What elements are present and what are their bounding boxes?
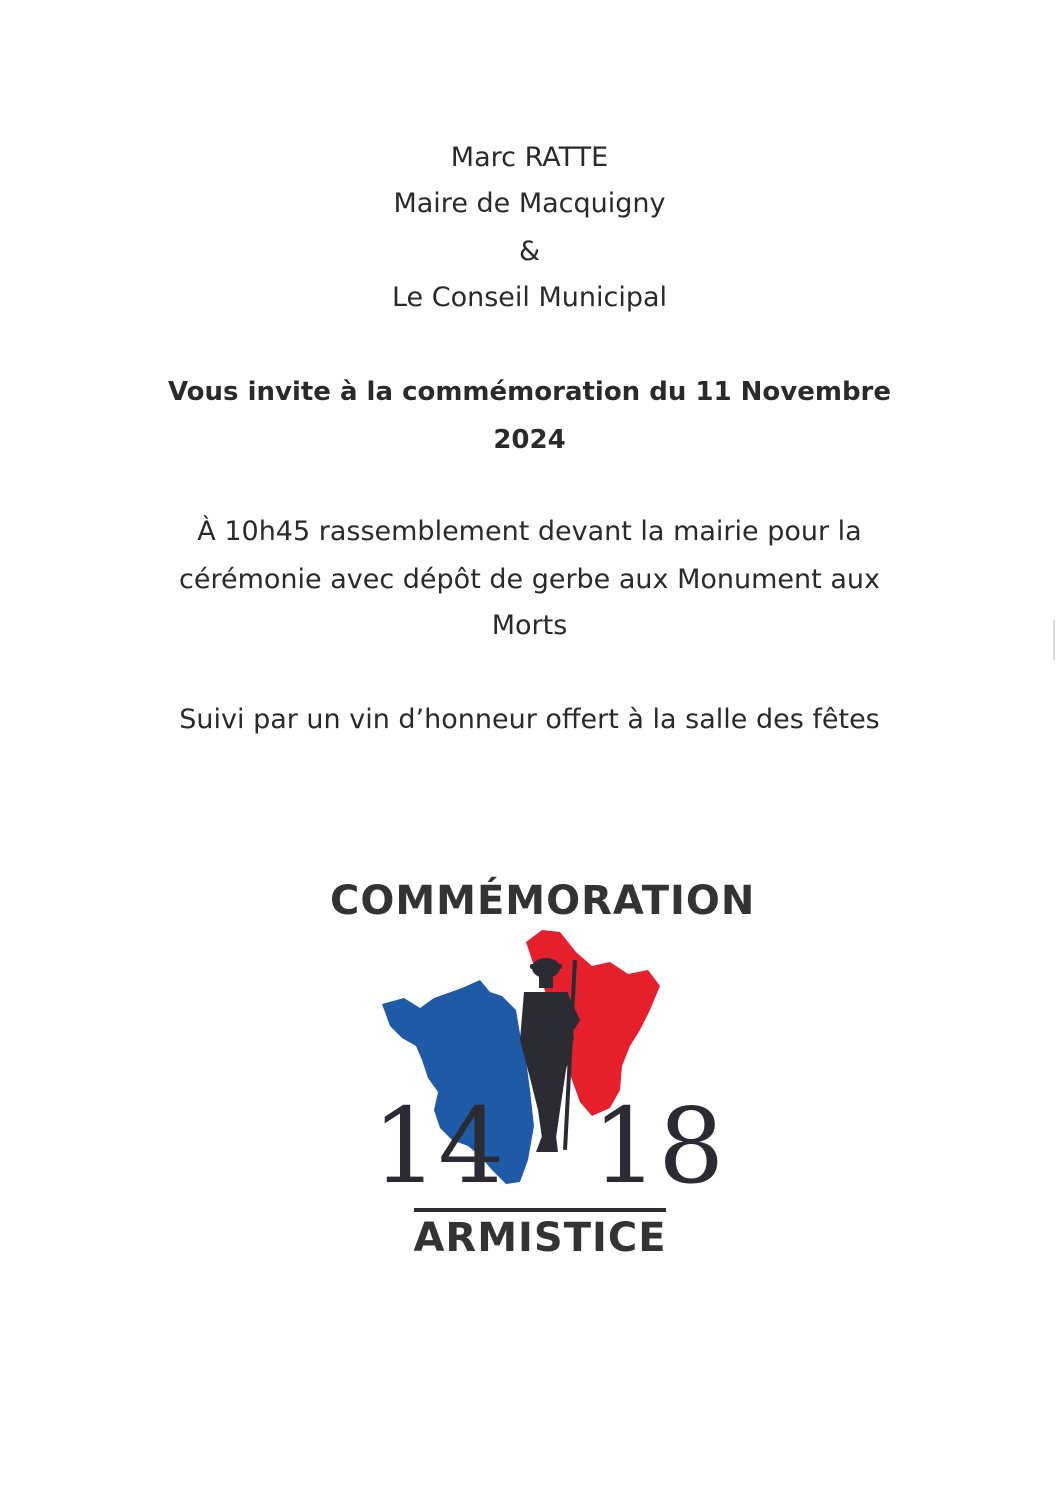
details-line-3: Morts [491, 610, 568, 641]
details-line-1: À 10h45 rassemblement devant la mairie pour la [197, 516, 862, 547]
logo-subtitle: ARMISTICE [413, 1215, 667, 1261]
details-line-4: Suivi par un vin d’honneur offert à la salle des fêtes [179, 704, 880, 735]
mayor-name: Marc RATTE [450, 142, 609, 173]
council-name: Le Conseil Municipal [391, 282, 668, 313]
details-line-2: cérémonie avec dépôt de gerbe aux Monument aux [179, 564, 880, 595]
armistice-logo [330, 870, 756, 1270]
mayor-title: Maire de Macquigny [393, 188, 666, 219]
invitation-year: 2024 [493, 425, 566, 455]
logo-year-right: 18 [592, 1085, 725, 1207]
logo-title: COMMÉMORATION [330, 878, 756, 924]
ampersand: & [518, 236, 541, 267]
logo-year-left: 14 [372, 1085, 505, 1207]
france-soldier-emblem [330, 870, 756, 1270]
invitation-heading: Vous invite à la commémoration du 11 Novembre [167, 377, 892, 407]
scan-edge-mark [1053, 620, 1055, 660]
logo-rule [414, 1208, 666, 1212]
